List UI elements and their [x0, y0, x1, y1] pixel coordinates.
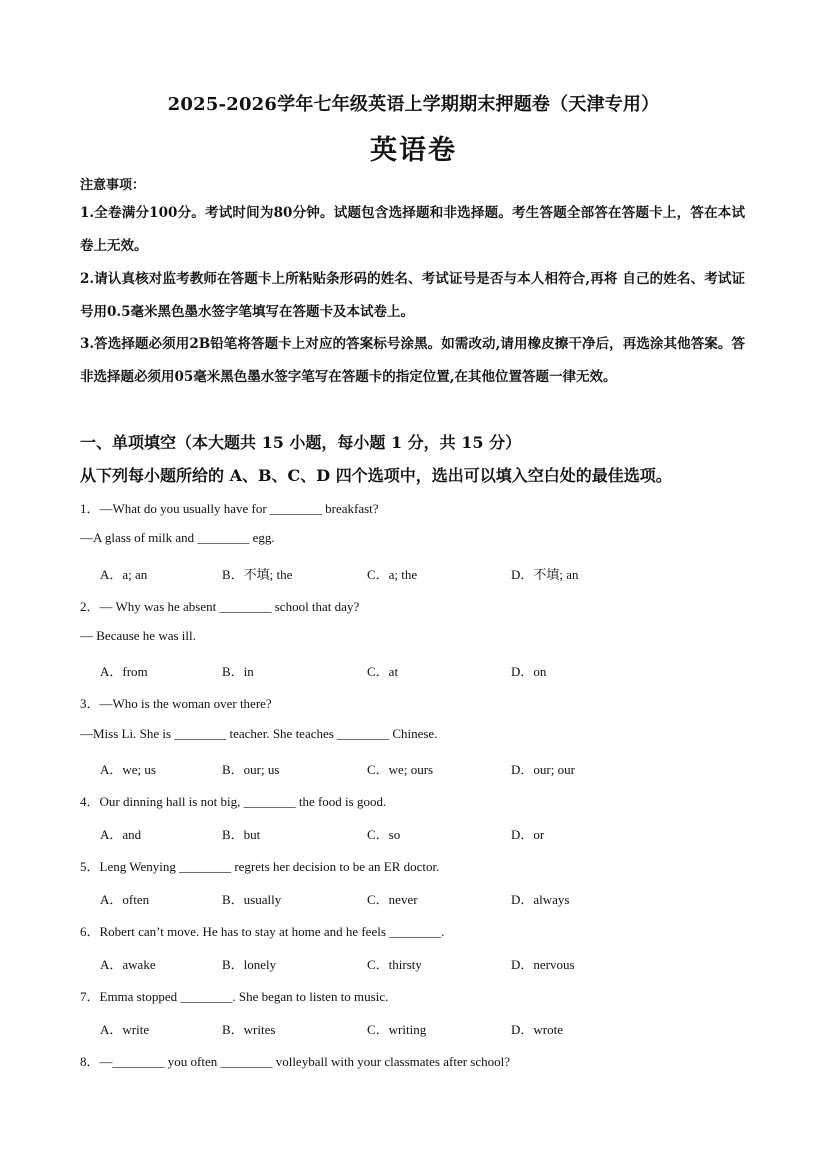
question-3-stem: 3．—Who is the woman over there?: [80, 696, 272, 711]
question-8-stem: 8．—________ you often ________ volleyball with your classmates after school?: [80, 1054, 511, 1069]
question-5-options: [100, 889, 700, 909]
option-b: B．usually: [222, 892, 282, 907]
page-title: 2025-2026学年七年级英语上学期期末押题卷（天津专用）: [167, 94, 660, 115]
option-d: D．always: [511, 892, 570, 907]
question-1-options: [100, 564, 700, 584]
note-item-3: 3.答选择题必须用2B铅笔将答题卡上对应的答案标号涂黑。如需改动,请用橡皮擦干净后，再选涂其他答案。答非选择题必须用05毫米黑色墨水签字笔写在答题卡的指定位置,在其他位置答题一律无效。: [80, 336, 745, 385]
option-d: D．不填; an: [511, 567, 579, 582]
option-b: B．writes: [222, 1022, 276, 1037]
question-3-options: [100, 759, 700, 779]
question-6-stem: 6．Robert can’t move. He has to stay at home and he feels ________.: [80, 924, 445, 939]
option-c: C．a; the: [367, 567, 418, 582]
question-5-stem: 5．Leng Wenying ________ regrets her decision to be an ER doctor.: [80, 859, 440, 874]
question-7-options: [100, 1019, 700, 1039]
note-item-1: 1.全卷满分100分。考试时间为80分钟。试题包含选择题和非选择题。考生答题全部答在答题卡上，答在本试卷上无效。: [80, 205, 745, 254]
option-a: A．a; an: [100, 567, 148, 582]
option-c: C．never: [367, 892, 418, 907]
option-c: C．at: [367, 664, 399, 679]
option-b: B．our; us: [222, 762, 280, 777]
option-d: D．our; our: [511, 762, 575, 777]
option-a: A．and: [100, 827, 142, 842]
option-c: C．so: [367, 827, 401, 842]
question-2-options: [100, 661, 700, 681]
section-heading: 一、单项填空（本大题共 15 小题，每小题 1 分，共 15 分）: [80, 433, 522, 452]
option-a: A．awake: [100, 957, 156, 972]
question-4-stem: 4．Our dinning hall is not big, ________ the food is good.: [80, 794, 387, 809]
page-subtitle: 英语卷: [370, 135, 457, 166]
question-4-options: [100, 824, 700, 844]
question-3-answer-line: —Miss Li. She is ________ teacher. She teaches ________ Chinese.: [80, 726, 438, 741]
option-d: D．nervous: [511, 957, 575, 972]
option-c: C．thirsty: [367, 957, 422, 972]
option-a: A．write: [100, 1022, 150, 1037]
option-b: B．in: [222, 664, 254, 679]
option-b: B．不填; the: [222, 567, 293, 582]
note-item-2: 2.请认真核对监考教师在答题卡上所粘贴条形码的姓名、考试证号是否与本人相符合,再将 自己的姓名、考试证号用0.5毫米黑色墨水签字笔填写在答题卡及本试卷上。: [80, 271, 745, 320]
option-c: C．writing: [367, 1022, 427, 1037]
option-a: A．from: [100, 664, 148, 679]
option-a: A．we; us: [100, 762, 156, 777]
question-7-stem: 7．Emma stopped ________. She began to listen to music.: [80, 989, 389, 1004]
option-a: A．often: [100, 892, 150, 907]
question-1-stem: 1．—What do you usually have for ________ breakfast?: [80, 501, 379, 516]
question-1-answer-line: —A glass of milk and ________ egg.: [80, 530, 275, 545]
option-d: D．wrote: [511, 1022, 563, 1037]
option-b: B．lonely: [222, 957, 277, 972]
notes-heading: 注意事项：: [80, 178, 146, 193]
option-d: D．on: [511, 664, 547, 679]
option-c: C．we; ours: [367, 762, 434, 777]
option-b: B．but: [222, 827, 261, 842]
question-6-options: [100, 954, 700, 974]
question-2-answer-line: — Because he was ill.: [80, 628, 196, 643]
option-d: D．or: [511, 827, 545, 842]
section-instruction: 从下列每小题所给的 A、B、C、D 四个选项中，选出可以填入空白处的最佳选项。: [80, 466, 672, 485]
question-2-stem: 2．— Why was he absent ________ school that day?: [80, 599, 360, 614]
